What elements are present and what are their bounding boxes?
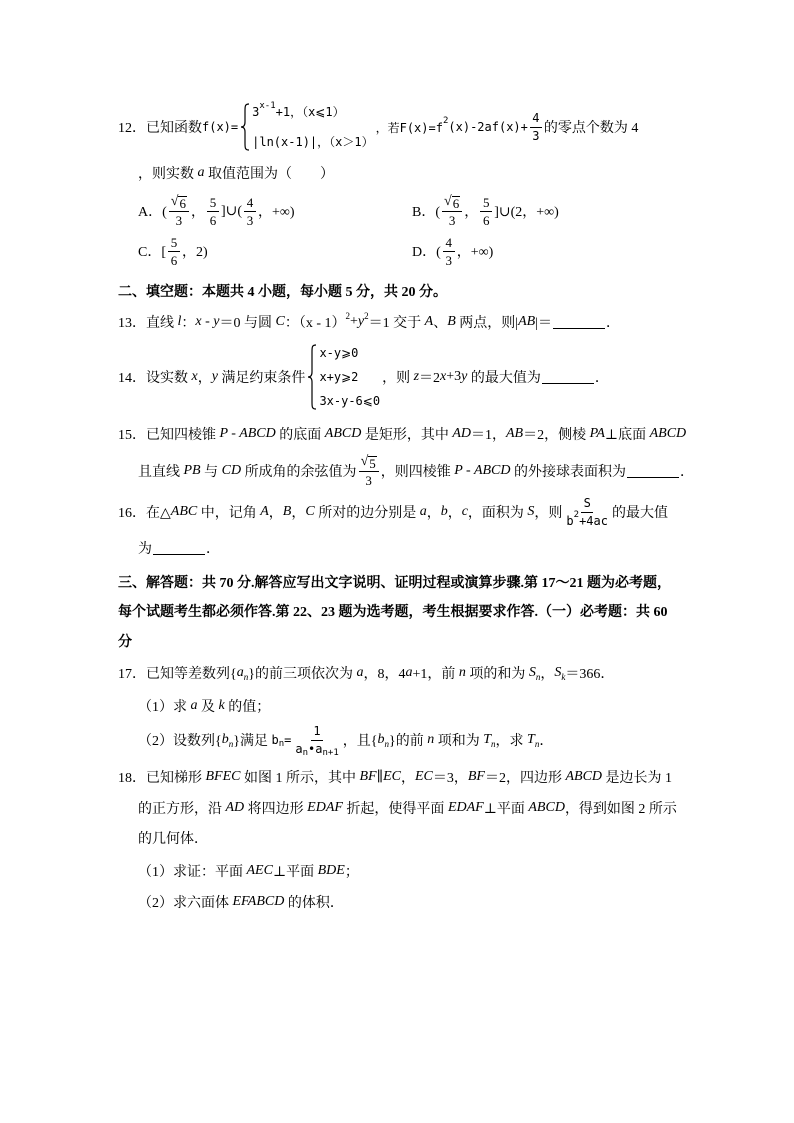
q18-line-1 <box>118 767 672 787</box>
q15-text: 15．已知四棱锥 <box>118 428 220 443</box>
fraction-denominator: 6 <box>170 252 178 268</box>
q14-constraint: x-y⩾0 <box>319 346 359 360</box>
fraction-numerator: 4 <box>443 235 455 252</box>
q16-variable: B <box>282 504 292 519</box>
q13-text: 13．直线 <box>118 316 178 331</box>
q16-text: ， <box>447 506 462 521</box>
q12-piecewise-cases <box>252 103 373 151</box>
q13-text: ： <box>181 316 196 331</box>
option-fraction <box>169 194 189 228</box>
fraction-denominator: 3 <box>365 473 372 488</box>
q12-option-c <box>138 234 208 268</box>
q15-text: ． <box>680 465 695 480</box>
q18-part-2 <box>138 892 344 912</box>
q16-variable: a <box>419 504 427 519</box>
section-heading-text: 二、填空题：本题共 4 小题，每小题 5 分，共 20 分。 <box>118 285 447 300</box>
q17-variable: a <box>236 665 244 680</box>
q14-variable: y <box>211 369 218 384</box>
radicand: 5 <box>369 456 376 471</box>
fraction-denominator: 3 <box>448 213 456 228</box>
q12-case-2: |ln(x-1)|，（x＞1） <box>252 135 374 149</box>
fraction-denominator <box>293 741 340 757</box>
q14-text: ， <box>197 371 212 386</box>
q18-variable: EDAF <box>447 800 484 815</box>
q18-text: 将四边形 <box>244 802 308 817</box>
q15-variable: ABCD <box>324 426 362 441</box>
q15-variable: ABCD <box>649 426 687 441</box>
q16-text: 的最大值 <box>611 506 668 521</box>
option-text: D．( <box>412 245 441 260</box>
q12-text: ，则实数 <box>138 167 198 182</box>
q12-text: 已知函数 <box>146 121 202 136</box>
q13-variable: y <box>213 314 220 329</box>
q18-text: 的正方形，沿 <box>138 802 226 817</box>
q16-text: 为 <box>138 542 152 557</box>
q17-variable: a <box>190 698 198 713</box>
q17-variable: n <box>427 732 435 747</box>
denominator-term: a <box>315 741 323 756</box>
fraction-denominator: 3 <box>175 213 183 228</box>
q18-variable: AEC <box>246 863 273 878</box>
q18-variable: ABCD <box>565 769 603 784</box>
option-text: C．[ <box>138 245 166 260</box>
option-text: ， <box>190 205 205 220</box>
section-heading-solutions-2 <box>118 601 668 621</box>
q17-text: 17．已知等差数列{ <box>118 667 237 682</box>
q14-text: ，则 <box>382 371 414 386</box>
q16-text: ，面积为 <box>467 506 528 521</box>
radicand: 6 <box>179 196 186 211</box>
fraction-numerator: 5 <box>168 235 180 252</box>
q13-line <box>118 312 620 332</box>
q18-text: 如图 1 所示，其中 <box>240 771 360 786</box>
fraction-numerator: 1 <box>311 724 323 741</box>
q12-number: 12． <box>118 121 146 136</box>
q18-text: 的体积． <box>284 896 344 911</box>
q14-text: 满足约束条件 <box>217 371 306 386</box>
fraction-numerator: S <box>581 496 593 513</box>
q13-text: ：（x - 1） <box>284 316 346 331</box>
q12-case1-rest: +1，（x⩽1） <box>275 105 345 119</box>
section-heading-text: 三、解答题：共 70 分.解答应写出文字说明、证明过程或演算步骤.第 17～21 题为必考题， <box>118 576 671 591</box>
q12-case1-exponent: x-1 <box>259 101 276 111</box>
q14-answer-blank <box>542 370 594 384</box>
q18-text: （2）求六面体 <box>138 896 233 911</box>
q15-text: ＝1， <box>471 428 506 443</box>
q16-variable: A <box>260 504 269 519</box>
denominator-rest: +4ac <box>579 513 608 528</box>
fraction-numerator: 5 <box>480 195 492 212</box>
q18-text: ∥ <box>376 769 384 785</box>
radicand: 6 <box>452 196 460 211</box>
q18-text: ，得到如图 2 所示 <box>564 802 677 817</box>
q15-text: 的外接球表面积为 <box>510 465 627 480</box>
option-text: ]∪(2，+∞) <box>494 205 559 220</box>
denominator-term: a <box>295 741 303 756</box>
q17-text: ＝366． <box>565 667 615 682</box>
option-fraction <box>244 195 256 228</box>
q13-variable: AB <box>518 314 536 329</box>
q15-text: 所成角的余弦值为 <box>241 465 357 480</box>
q13-text: ＝0 与圆 <box>219 316 276 331</box>
q12-option-b <box>412 194 559 228</box>
q13-text: - <box>201 314 214 329</box>
q13-exponent: 2 <box>364 311 369 321</box>
square-root <box>171 194 187 210</box>
fraction-numerator: 4 <box>530 111 542 128</box>
fraction-numerator <box>442 194 462 212</box>
q12-text: 取值范围为（ ） <box>204 167 334 182</box>
q18-text: ＝2，四边形 <box>484 771 566 786</box>
square-root <box>361 454 377 470</box>
q18-part-1 <box>138 861 359 881</box>
q17-text: }满足 <box>233 734 272 749</box>
q16-text: 中，记角 <box>197 506 261 521</box>
q13-text: |＝ <box>535 316 552 331</box>
q13-variable: B <box>447 314 456 329</box>
fraction-denominator: 6 <box>209 212 217 228</box>
q12-case1-base: 3 <box>252 105 260 119</box>
q13-variable: A <box>424 314 434 329</box>
q17-subscript: n <box>384 739 389 749</box>
option-text: ， <box>464 205 479 220</box>
q15-variable: P - ABCD <box>219 426 276 441</box>
q17-variable: a <box>405 665 413 680</box>
q17-text: 及 <box>197 700 219 715</box>
q17-text: ． <box>539 734 554 749</box>
q18-variable: EDAF <box>307 800 343 815</box>
q15-line-1 <box>118 424 686 444</box>
fraction-numerator <box>169 194 189 212</box>
option-fraction <box>207 195 219 228</box>
radical-sign: √ <box>360 454 369 469</box>
q17-subscript: n <box>535 672 541 682</box>
q13-variable: l <box>177 314 182 329</box>
q16-text: ， <box>426 506 441 521</box>
q17-variable: b <box>377 732 385 747</box>
q16-fraction <box>564 496 610 529</box>
q12-fraction <box>530 111 542 144</box>
q18-line-3 <box>138 828 208 848</box>
q16-variable: b <box>440 504 448 519</box>
q12-case-1 <box>252 103 373 121</box>
q17-subscript: n <box>228 739 234 749</box>
q16-variable: S <box>527 504 535 519</box>
q17-subscript: k <box>561 672 566 682</box>
q15-text: 是矩形，其中 <box>361 428 453 443</box>
q13-text: ． <box>606 316 620 331</box>
q14-constraint: x+y⩾2 <box>319 370 359 384</box>
q13-exponent: 2 <box>345 311 351 321</box>
q15-text: 与 <box>200 465 222 480</box>
radical-sign: √ <box>444 194 452 209</box>
q18-text: 的几何体． <box>138 832 208 847</box>
q17-formula-symbol: = <box>284 733 292 747</box>
q14-text: ． <box>594 371 609 386</box>
q14-constraints <box>319 344 380 410</box>
q12-option-a <box>138 194 295 228</box>
option-text: ]∪( <box>220 203 243 219</box>
q12-stem-line-2 <box>138 163 334 183</box>
q17-text: 项的和为 <box>465 667 529 682</box>
q14-constraint: 3x-y-6⩽0 <box>319 394 381 408</box>
q16-variable: C <box>305 504 315 519</box>
q17-variable: S <box>528 665 536 680</box>
fraction-denominator: 3 <box>246 212 254 228</box>
q15-variable: PB <box>183 463 201 478</box>
q14-text: +3 <box>446 369 462 384</box>
option-text: ，2) <box>182 245 208 260</box>
q17-variable: T <box>527 732 535 747</box>
q18-variable: ABCD <box>528 800 565 815</box>
option-fraction <box>443 235 455 268</box>
denominator-subscript: n+1 <box>322 747 339 758</box>
q17-text: 项和为 <box>434 734 484 749</box>
q14-text: 14．设实数 <box>118 371 192 386</box>
q18-variable: AD <box>225 800 245 815</box>
q15-variable: CD <box>221 463 242 478</box>
q13-text: ＝1 交于 <box>368 316 425 331</box>
q18-variable: EC <box>383 769 401 784</box>
q14-text: 的最大值为 <box>467 371 541 386</box>
q18-text: ， <box>400 771 415 786</box>
q15-text: ，则四棱锥 <box>380 465 455 480</box>
q14-text: ＝2 <box>419 371 441 386</box>
q14-variable: x <box>440 369 447 384</box>
q17-subscript: n <box>278 739 285 749</box>
q14-constraint-brace <box>307 344 317 410</box>
q17-part-2 <box>138 723 554 758</box>
q16-text: 所对的边分别是 <box>314 506 420 521</box>
q17-text: ，求 <box>495 734 528 749</box>
q17-text: （1）求 <box>138 700 191 715</box>
section-heading-fill-in <box>118 281 447 301</box>
q12-condition: ，若F(x)=f <box>375 120 443 135</box>
q16-text: ， <box>268 506 283 521</box>
q17-text: +1，前 <box>412 667 459 682</box>
q17-text: ，且{ <box>342 734 378 749</box>
option-fraction <box>442 194 462 228</box>
q17-text: ， <box>540 667 555 682</box>
q15-answer-blank <box>627 464 679 478</box>
q18-text: ； <box>344 865 359 880</box>
q15-text: 且直线 <box>138 465 184 480</box>
q13-text: 两点，则| <box>455 316 519 331</box>
q14-variable: x <box>191 369 198 384</box>
q18-variable: EFABCD <box>232 894 285 909</box>
radical-sign: √ <box>170 194 179 209</box>
q18-variable: BF <box>359 769 377 784</box>
q15-variable: PA <box>589 426 605 441</box>
section-heading-text: 每个试题考生都必须作答.第 22、23 题为选考题，考生根据要求作答.（一）必考题：共 60 <box>118 605 668 620</box>
q17-subscript: n <box>534 739 540 749</box>
fraction-denominator: 3 <box>532 128 540 143</box>
section-heading-solutions-1 <box>118 572 671 592</box>
section-heading-solutions-3 <box>118 631 132 651</box>
q17-text: ，8，4 <box>363 667 406 682</box>
q16-variable: ABC <box>170 504 198 519</box>
q18-line-2 <box>138 798 677 818</box>
q16-line-1 <box>118 495 668 528</box>
q13-answer-blank <box>553 315 605 329</box>
denominator-subscript: n <box>302 747 309 758</box>
q14-line <box>118 346 609 408</box>
q12-option-d <box>412 234 494 268</box>
q12-piecewise-brace <box>240 103 250 151</box>
q18-text: （1）求证：平面 <box>138 865 247 880</box>
q18-text: 是边长为 1 <box>602 771 673 786</box>
q18-text: 18．已知梯形 <box>118 771 206 786</box>
q17-subscript: n <box>243 672 249 682</box>
q18-text: ⊥平面 <box>483 802 529 817</box>
q15-variable: AB <box>506 426 524 441</box>
q13-variable: x <box>195 314 202 329</box>
q17-subscript: n <box>491 739 496 749</box>
option-text: B．( <box>412 205 440 220</box>
q15-text: ⊥底面 <box>604 428 650 443</box>
q16-line-2 <box>138 538 220 558</box>
q16-text: 16．在△ <box>118 506 171 521</box>
q17-stem <box>118 663 614 683</box>
q12-stem-line <box>118 101 639 149</box>
q12-condition: (x)-2af(x)+ <box>448 120 528 134</box>
fraction-denominator: 3 <box>445 252 453 268</box>
q15-variable: P - ABCD <box>454 463 511 478</box>
square-root <box>444 194 460 210</box>
q17-fraction <box>293 724 340 757</box>
q18-variable: EC <box>414 769 433 784</box>
q17-variable: b <box>221 732 229 747</box>
q18-variable: BDE <box>317 863 345 878</box>
q17-text: 的值； <box>224 700 271 715</box>
q17-variable: k <box>218 698 225 713</box>
q12-variable: a <box>197 165 205 180</box>
q16-variable: c <box>461 504 468 519</box>
q17-variable: S <box>554 665 562 680</box>
fraction-denominator <box>564 509 610 529</box>
denominator-exponent: 2 <box>573 509 580 520</box>
q17-text: }的前三项依次为 <box>248 667 357 682</box>
q16-text: ． <box>206 542 220 557</box>
fraction-numerator <box>359 454 379 472</box>
q12-condition: 的零点个数为 4 <box>543 121 639 136</box>
q17-text: }的前 <box>388 734 428 749</box>
q17-part-1 <box>138 696 270 716</box>
q18-variable: BFEC <box>205 769 241 784</box>
q17-variable: n <box>458 665 466 680</box>
q18-text: 折起，使得平面 <box>342 802 448 817</box>
option-text: ，+∞) <box>258 205 295 220</box>
q18-variable: BF <box>467 769 485 784</box>
q15-text: 的底面 <box>275 428 325 443</box>
q16-text: ，则 <box>534 506 563 521</box>
q12-exponent: 2 <box>442 116 449 126</box>
fraction-numerator: 4 <box>244 195 256 212</box>
q15-line-2 <box>138 454 695 488</box>
q14-variable: z <box>413 369 420 384</box>
q14-variable: y <box>461 369 468 384</box>
denominator-base: b <box>566 513 574 528</box>
q15-variable: AD <box>452 426 471 441</box>
q18-text: ＝3， <box>432 771 468 786</box>
q17-variable: T <box>483 732 492 747</box>
q12-function-label: f(x)= <box>202 120 239 134</box>
q17-formula-symbol: b <box>271 733 279 747</box>
option-text: ，+∞) <box>456 245 494 260</box>
q13-text: + <box>350 314 358 329</box>
q13-variable: C <box>275 314 285 329</box>
fraction-denominator: 6 <box>482 212 490 228</box>
denominator-operator: • <box>308 741 316 756</box>
q16-answer-blank <box>153 541 205 555</box>
q18-text: ⊥平面 <box>272 865 318 880</box>
q17-variable: a <box>356 665 364 680</box>
option-text: A．( <box>138 205 167 220</box>
fraction-numerator: 5 <box>207 195 219 212</box>
q13-text: 、 <box>433 316 448 331</box>
q15-fraction <box>359 454 379 488</box>
section-heading-text: 分 <box>118 635 132 650</box>
q17-text: （2）设数列{ <box>138 734 222 749</box>
q15-text: ＝2，侧棱 <box>523 428 590 443</box>
q13-variable: y <box>357 314 365 329</box>
option-fraction <box>480 195 492 228</box>
option-fraction <box>168 235 180 268</box>
q16-text: ， <box>291 506 306 521</box>
